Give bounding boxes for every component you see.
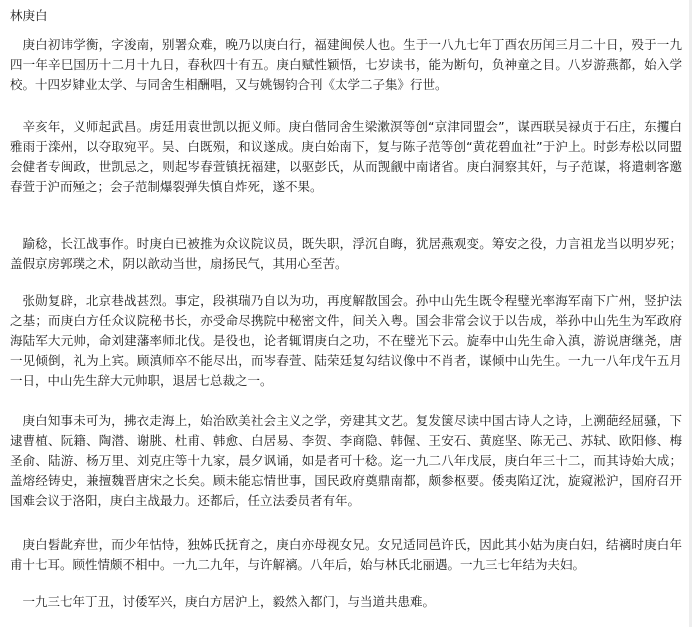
paragraph-restoration-and-guangzhou: 张勋复辟，北京巷战甚烈。事定，段祺瑞乃自以为功，再度解散国会。孙中山先生既令程璧光率海军南下广州，竖护法之基；而庚白方任众议院秘书长，亦受命尽携院中秘密文件，间关入粤。国会非常会议于以告成，举孙中山先生为军政府海陆军大元帅，命刘建藩率师北伐。是役也，论者辄谓庚白之功，不在璧光下云。旋奉中山先生命入滇，游说唐继尧，唐一见倾倒，礼为上宾。顾滇师卒不能尽出，而岑春萱、陆荣廷复勾结议像中不肖者，谋倾中山先生。一九一八年戊午五月一日，中山先生辞大元帅职，退居七总裁之一。 [10, 293, 682, 388]
paragraph-yangtze-war: 踰稔，长江战事作。时庚白已被推为众议院议员，既失职，浮沉自晦，犹居燕观变。筹安之役，力言祖龙当以明岁死；盖假京房郭璞之术，阴以歆动当世，扇扬民气，其用心至苦。 [10, 236, 682, 271]
document-title: 林庚白 [10, 8, 48, 23]
paragraph-1937: 一九三七年丁丑，讨倭军兴，庚白方居沪上，毅然入都门，与当道共患难。 [22, 594, 436, 609]
paragraph-family: 庚白髫龀弃世，而少年怙恃，独姊氏抚育之，庚白亦母视女兄。女兄适同邑许氏，因此其小姑为庚白妇，结褵时庚白年甫十七耳。顾性情颇不相中。一九二九年，与许解褵。八年后，始与林氏北丽遇。一九三七年结为夫妇。 [10, 537, 682, 572]
paragraph-poetry-studies: 庚白知事未可为，拂衣走海上，始治欧美社会主义之学，旁建其文艺。复发箧尽读中国古诗人之诗，上溯葩经屈骚，下逮曹植、阮籍、陶潜、谢朓、杜甫、韩愈、白居易、李贺、李商隐、韩偓、王安石、黄庭坚、陈无己、苏轼、欧阳修、梅圣俞、陆游、杨万里、刘克庄等十九家，晨夕讽诵，如是者可十稔。迄一九二八年戊辰，庚白年三十二，而其诗始大成；盖熔经铸史，兼擅魏晋唐宋之长矣。顾未能忘情世事，国民政府奠鼎南都，颇参枢要。倭夷陷辽沈，旋窥淞沪，国府召开国难会议于洛阳，庚白主战最力。还都后，任立法委员者有年。 [10, 413, 682, 508]
paragraph-early-life: 庚白初讳学衡，字浚南，别署众难，晚乃以庚白行，福建闽侯人也。生于一八九七年丁酉农历闰三月二十日，殁于一九四一年辛巳国历十二月十九日，春秋四十有五。庚白赋性颖悟，七岁读书，能为断句，负神童之目。八岁游燕都，始入学校。十四岁肄业太学、与同舍生相酬唱，又与姚锡钧合刊《太学二子集》行世。 [10, 37, 682, 92]
paragraph-xinhai-revolution: 辛亥年，义师起武昌。虏廷用袁世凯以扼义师。庚白偕同舍生梁漱溟等创“京津同盟会”，谋西联吴禄贞于石庄，东攫白雅雨于滦州，以夺取宛平。吴、白既殒，和议遂成。庚白始南下，复与陈子范等创“黄花碧血社”于沪上。时彭寿松以同盟会健者专闽政，世凯忌之，则起岑春萱镇抚福建，以驱彭氏，从而觊觎中南诸省。庚白洞察其奸，与子范谋，将遣刺客邀春萱于沪而殛之；会子范制爆裂弹失慎自炸死，遂不果。 [10, 119, 682, 194]
